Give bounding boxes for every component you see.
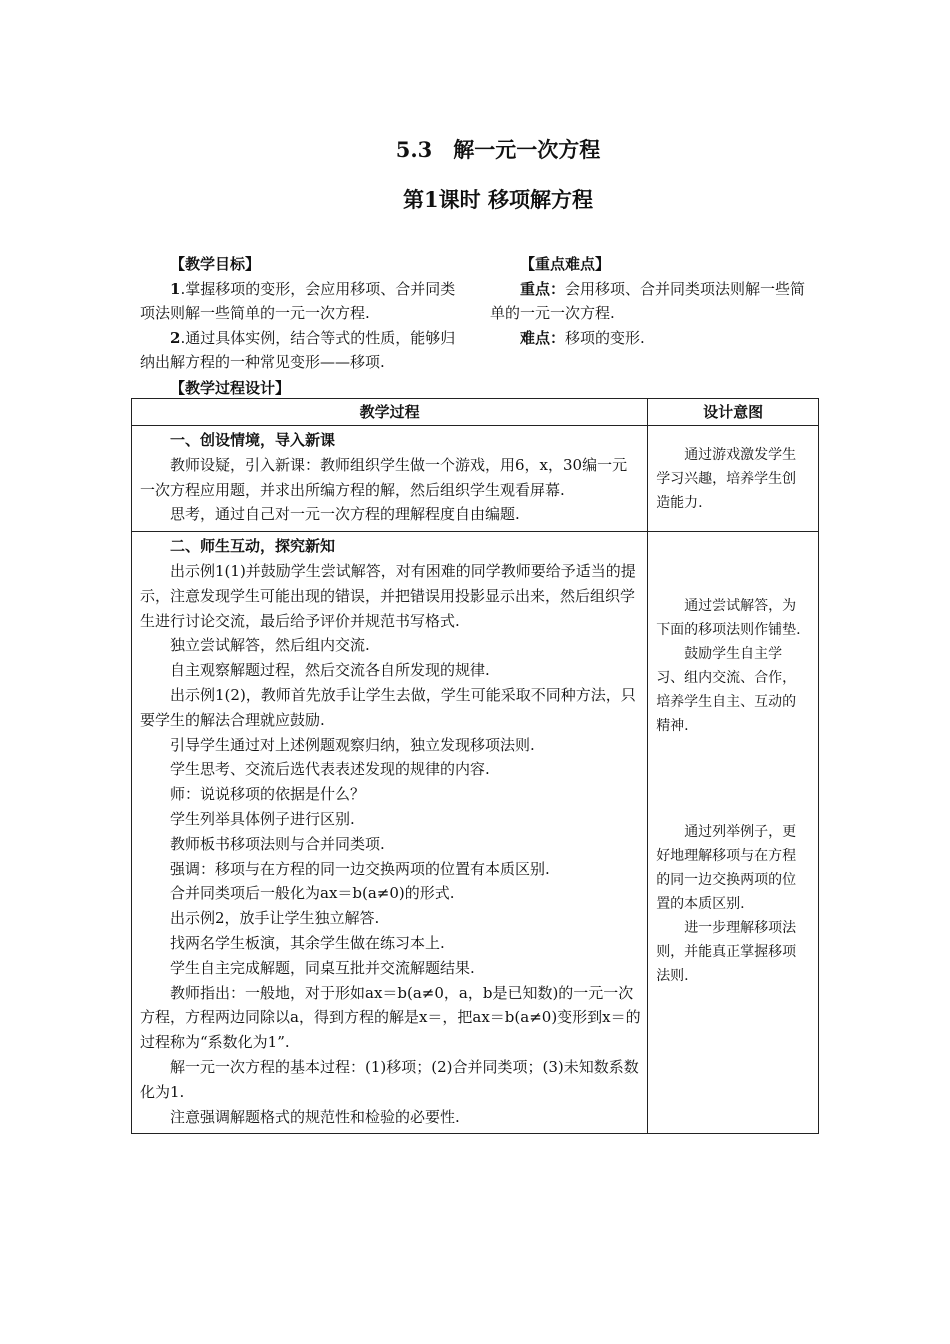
paragraph: 出示例1(2)，教师首先放手让学生去做，学生可能采取不同种方法，只要学生的解法合理就应鼓励. (140, 685, 636, 729)
paragraph: 出示例2，放手让学生独立解答. (170, 909, 380, 928)
key-point: 重点：会用移项、合并同类项法则解一些简单的一元一次方程. (490, 279, 806, 322)
paragraph: 学生思考、交流后选代表表述发现的规律的内容. (170, 760, 490, 779)
paragraph: 合并同类项后一般化为ax＝b(a≠0)的形式. (170, 884, 455, 903)
section2-intent (648, 532, 819, 1134)
paragraph: 出示例1(1)并鼓励学生尝试解答，对有困难的同学教师要给予适当的提示，注意发现学生可能出现的错误，并把错误用投影显示出来，然后组织学生进行讨论交流，最后给予评价并规范书写格式. (140, 561, 636, 630)
section-title: 二、师生互动，探究新知 (170, 537, 336, 556)
paragraph: 学生自主完成解题，同桌互批并交流解题结果. (170, 958, 475, 977)
header-intent: 设计意图 (648, 399, 819, 426)
paragraph: 学生列举具体例子进行区别. (170, 809, 355, 828)
section2-content (132, 532, 648, 1134)
objectives-heading: 【教学目标】 (170, 255, 261, 273)
paragraph: 注意强调解题格式的规范性和检验的必要性. (170, 1107, 460, 1126)
process-heading: 【教学过程设计】 (170, 379, 291, 397)
table-row (132, 426, 819, 532)
paragraph: 找两名学生板演，其余学生做在练习本上. (170, 933, 445, 952)
section-title: 一、创设情境，导入新课 (170, 431, 336, 449)
lesson-title: 5.3 解一元一次方程 (395, 137, 601, 162)
objective-item: 1.掌握移项的变形，会应用移项、合并同类项法则解一些简单的一元一次方程. (140, 279, 456, 322)
intent-note: 进一步理解移项法则，并能真正掌握移项法则. (656, 920, 797, 985)
header-process: 教学过程 (132, 399, 648, 426)
intent-note: 鼓励学生自主学习、组内交流、合作，培养学生自主、互动的精神. (656, 646, 797, 735)
paragraph: 强调：移项与在方程的同一边交换两项的位置有本质区别. (170, 859, 550, 878)
paragraph: 独立尝试解答，然后组内交流. (170, 636, 370, 655)
paragraph: 教师板书移项法则与合并同类项. (170, 834, 385, 853)
paragraph: 引导学生通过对上述例题观察归纳，独立发现移项法则. (170, 735, 535, 754)
paragraph: 思考，通过自己对一元一次方程的理解程度自由编题. (170, 505, 520, 524)
paragraph: 教师指出：一般地，对于形如ax＝b(a≠0，a，b是已知数)的一元一次方程，方程两边同除以a，得到方程的解是x＝，把ax＝b(a≠0)变形到x＝的过程称为“系数化为1”. (140, 983, 641, 1052)
keypoints-column (490, 252, 810, 350)
paragraph: 解一元一次方程的基本过程：(1)移项；(2)合并同类项；(3)未知数系数化为1. (140, 1057, 639, 1101)
table-header-row (132, 399, 819, 426)
intent-note: 通过游戏激发学生学习兴趣，培养学生创造能力. (656, 446, 797, 511)
process-table (131, 398, 819, 1134)
objective-item: 2.通过具体实例，结合等式的性质，能够归纳出解方程的一种常见变形——移项. (140, 328, 456, 371)
paragraph: 教师设疑，引入新课：教师组织学生做一个游戏，用6，x，30编一元一次方程应用题，并求出所编方程的解，然后组织学生观看屏幕. (140, 455, 628, 499)
intent-note: 通过列举例子，更好地理解移项与在方程的同一边交换两项的位置的本质区别. (656, 824, 797, 913)
table-row (132, 532, 819, 1134)
keypoints-heading: 【重点难点】 (520, 255, 611, 273)
paragraph: 自主观察解题过程，然后交流各自所发现的规律. (170, 661, 490, 680)
difficulty-point: 难点：移项的变形. (520, 328, 645, 347)
lesson-subtitle: 第1课时 移项解方程 (403, 187, 593, 212)
section1-content (132, 426, 648, 532)
intent-note: 通过尝试解答，为下面的移项法则作铺垫. (656, 598, 801, 639)
objectives-column (140, 252, 462, 375)
paragraph: 师：说说移项的依据是什么？ (170, 785, 366, 804)
section1-intent (648, 426, 819, 532)
